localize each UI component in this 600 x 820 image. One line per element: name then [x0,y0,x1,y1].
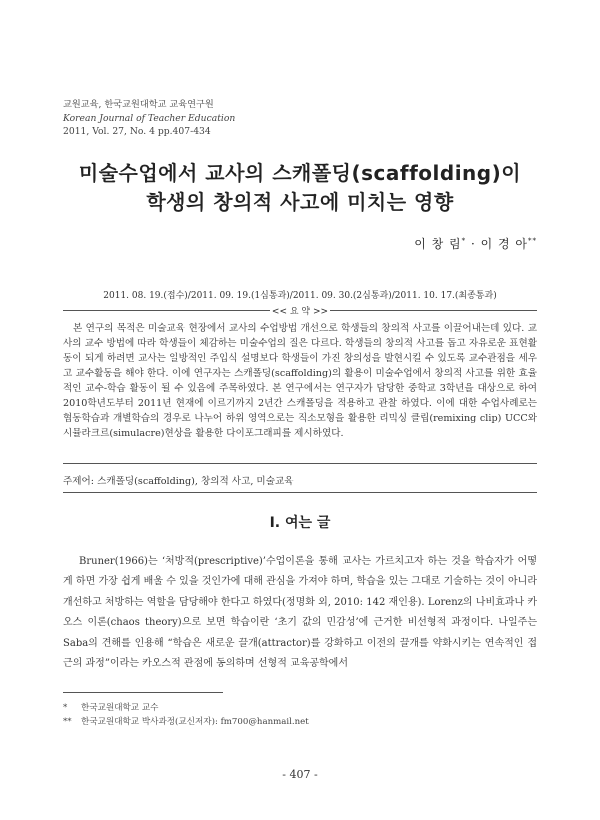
section-heading: Ⅰ. 여는 글 [269,515,331,531]
journal-name-ko: 교원교육, 한국교원대학교 교육연구원 [63,99,214,110]
paper-title-line-1: 미술수업에서 교사의 스캐폴딩(scaffolding)이 [78,161,522,185]
footnote-1 [63,701,158,713]
author-mark-1: * [461,237,467,245]
footnote-2-mark: ** [63,717,72,727]
footnote-2 [63,715,309,727]
journal-name-en: Korean Journal of Teacher Education [63,112,236,124]
author-separator: · [470,237,476,251]
paper-title-line-2: 학생의 창의적 사고에 미치는 영향 [146,190,454,214]
author-name-2: 이 경 아 [480,237,528,251]
abstract-bottom-rule [63,463,537,464]
author-name-1: 이 창 림 [414,237,462,251]
keywords: 주제어: 스캐폴딩(scaffolding), 창의적 사고, 미술교육 [63,476,294,487]
abstract-text: 본 연구의 목적은 미술교육 현장에서 교사의 수업방법 개선으로 학생들의 창의적 사고를 이끌어내는데 있다. 교사의 교수 방법에 따라 학생들이 체감하는 미술수업의 질은 다르다. 학생들의 창의적 사고를 돕고 자유로운 표현활동이 되게 하려면 교사는 일방적인 주입식 설명보다 학생들이 가진 창의성을 발현시킬 수 있도록 교수관점을 세우고 교수활동을 해야 한다. 이에 연구자는 스캐폴딩(scaffolding)의 활용이 미술수업에서 창의적 사고를 위한 효율적인 교수-학습 활동이 될 수 있음에 주목하였다. 본 연구에서는 연구자가 담당한 중학교 3학년을 대상으로 하여 2010학년도부터 2011년 현재에 이르기까지 2년간 스캐폴딩을 적용하고 관찰 하였다. 이에 대한 수업사례로는 협동학습과 개별학습의 경우로 나누어 하위 영역으로는 직소모형을 활용한 리믹싱 클립(remixing clip) UCC와 시뮬라크르(simulacre)현상을 활용한 다이포그래피를 제시하였다. [63,323,537,439]
author-mark-2: ** [528,237,537,245]
footnote-1-text: 한국교원대학교 교수 [81,703,159,713]
abstract-label: << 요 약 >> [270,304,330,317]
page-number: - 407 - [282,768,318,781]
journal-info [63,98,235,139]
review-dates: 2011. 08. 19.(접수)/2011. 09. 19.(1심통과)/2011. 09. 30.(2심통과)/2011. 10. 17.(최종통과) [103,291,497,301]
author-list [414,235,537,252]
body-paragraph: Bruner(1966)는 ‘처방적(prescriptive)’수업이론을 통해 교사는 가르치고자 하는 것을 학습자가 어떻게 하면 가장 쉽게 배울 수 있을 것인가에 대해 관심을 가져야 하며, 학습을 있는 그대로 기술하는 것이 아니라 개선하고 처방하는 역할을 담당해야 한다고 하였다(정명화 외, 2010: 142 재인용). Lorenz의 나비효과나 카오스 이론(chaos theory)으로 보면 학습이란 ‘초기 값의 민감성’에 근거한 비선형적 과정이다. 나일주는 Saba의 견해를 인용해 “학습은 새로운 끌개(attractor)를 강화하고 이전의 끌개를 약화시키는 연속적인 접근의 과정”이라는 카오스적 관점에 동의하며 선형적 교육공학에서 [63,556,537,670]
footnote-rule [63,692,223,693]
keywords-rule [63,492,537,493]
footnote-2-text: 한국교원대학교 박사과정(교신저자): fm700@hanmail.net [81,717,309,727]
journal-volume: 2011, Vol. 27, No. 4 pp.407-434 [63,126,211,137]
footnote-1-mark: * [63,703,68,713]
